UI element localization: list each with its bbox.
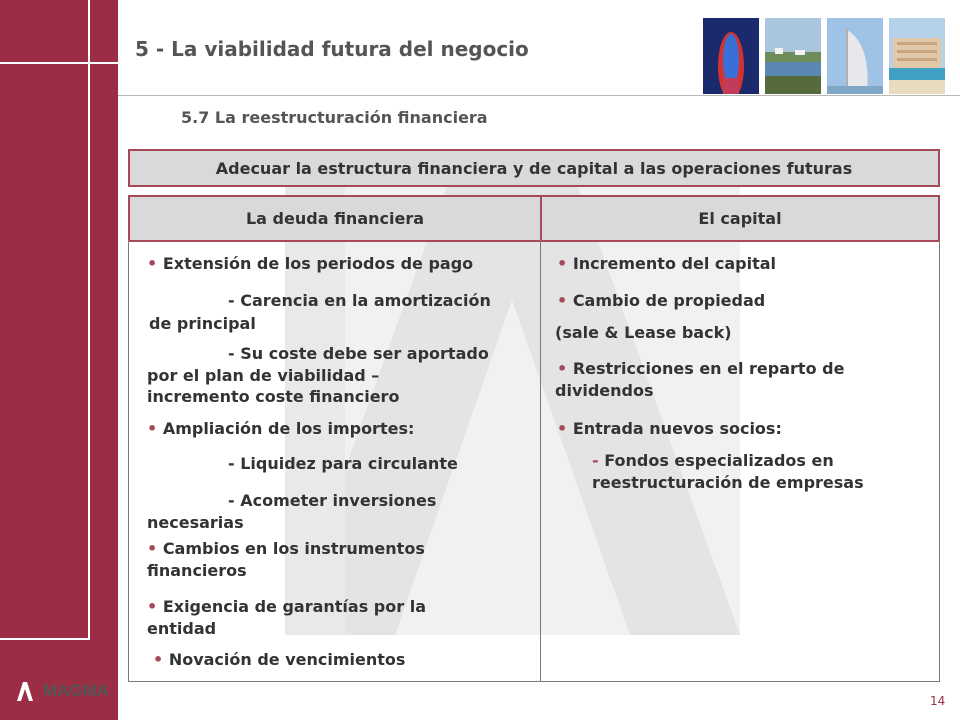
- header-rule: [118, 95, 960, 96]
- column-header-debt: La deuda financiera: [128, 195, 542, 242]
- page-number: 14: [930, 694, 946, 708]
- sidebar-divider-top: [0, 62, 118, 64]
- list-item-continuation: entidad: [147, 619, 217, 638]
- list-item: • Ampliación de los importes:: [147, 419, 415, 438]
- column-header-capital: El capital: [540, 195, 940, 242]
- bullet-icon: •: [557, 419, 568, 438]
- logo-subtitle: TURISMO: [43, 701, 76, 708]
- page-title: 5 - La viabilidad futura del negocio: [135, 37, 529, 61]
- magma-logo: [12, 676, 132, 720]
- list-item: • Cambios en los instrumentos: [147, 539, 425, 558]
- photo-tower: [703, 18, 759, 94]
- list-subitem-continuation: reestructuración de empresas: [592, 473, 864, 492]
- bullet-icon: •: [557, 291, 568, 310]
- list-item: • Novación de vencimientos: [153, 650, 406, 669]
- list-item-continuation: dividendos: [555, 381, 654, 400]
- list-item-continuation: financieros: [147, 561, 247, 580]
- list-subitem: de principal: [149, 314, 256, 333]
- list-item: • Incremento del capital: [557, 254, 777, 273]
- bullet-icon: •: [557, 254, 568, 273]
- bullet-icon: •: [147, 419, 158, 438]
- list-item-continuation: (sale & Lease back): [555, 323, 732, 342]
- list-item: • Cambio de propiedad: [557, 291, 766, 310]
- sidebar-divider-vertical: [88, 0, 90, 640]
- list-subitem: necesarias: [147, 513, 244, 532]
- photo-coast: [765, 18, 821, 94]
- list-subitem: - Liquidez para circulante: [228, 454, 458, 473]
- bullet-icon: •: [147, 539, 158, 558]
- list-item: • Extensión de los periodos de pago: [147, 254, 474, 273]
- list-subitem: - Carencia en la amortización: [228, 291, 491, 310]
- photo-burj-al-arab: [827, 18, 883, 94]
- bullet-icon: •: [147, 254, 158, 273]
- list-subitem: incremento coste financiero: [147, 387, 400, 406]
- photo-beach-hotel: [889, 18, 945, 94]
- sidebar-band: [0, 0, 118, 720]
- section-subtitle: 5.7 La reestructuración financiera: [181, 108, 488, 127]
- list-subitem: - Acometer inversiones: [228, 491, 437, 510]
- column-divider: [540, 240, 541, 682]
- sidebar-divider-bottom: [0, 638, 90, 640]
- bullet-icon: •: [557, 359, 568, 378]
- list-subitem: - Fondos especializados en: [592, 451, 834, 470]
- bullet-icon: •: [153, 650, 164, 669]
- list-item: • Restricciones en el reparto de: [557, 359, 845, 378]
- dash-icon: -: [592, 451, 599, 470]
- bullet-icon: •: [147, 597, 158, 616]
- list-subitem: por el plan de viabilidad –: [147, 366, 380, 385]
- header-photo-strip: [703, 18, 945, 94]
- list-item: • Entrada nuevos socios:: [557, 419, 782, 438]
- logo-name: MAGMA: [43, 681, 110, 700]
- list-subitem: - Su coste debe ser aportado: [228, 344, 489, 363]
- objective-banner: Adecuar la estructura financiera y de capital a las operaciones futuras: [128, 149, 940, 187]
- list-item: • Exigencia de garantías por la: [147, 597, 426, 616]
